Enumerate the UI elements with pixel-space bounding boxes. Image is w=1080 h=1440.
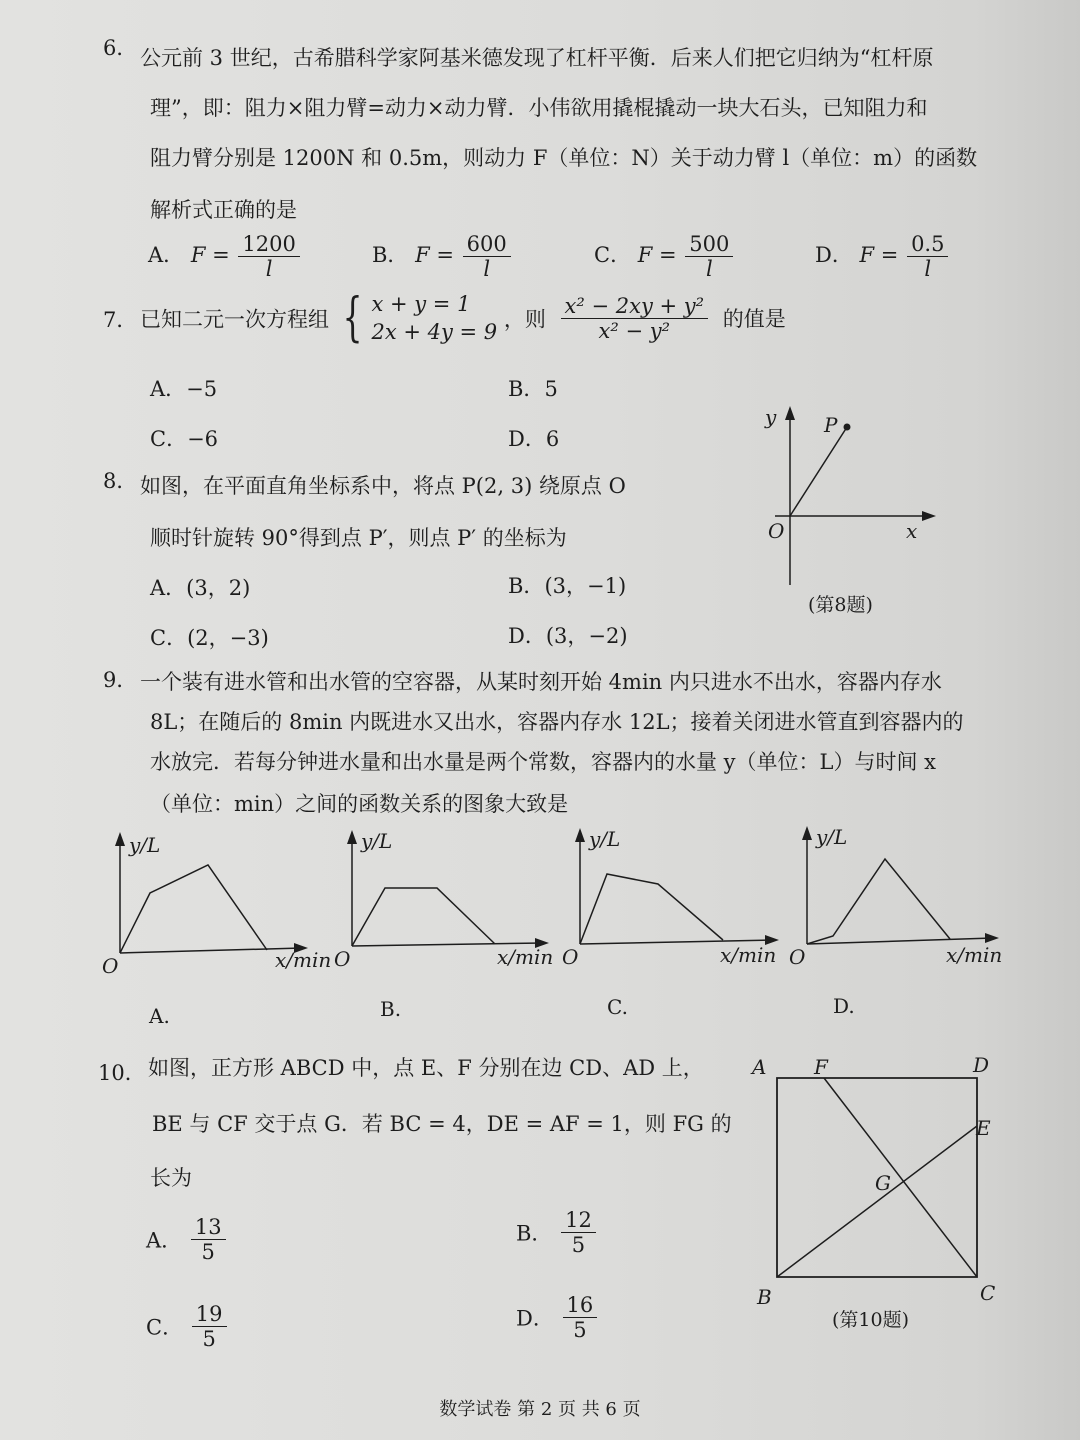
x-axis-label: x — [906, 519, 918, 543]
equation-1: x + y = 1 — [371, 292, 471, 316]
option-fraction — [563, 1293, 598, 1342]
question-text: ，则 — [503, 307, 546, 332]
question-text-line — [140, 290, 786, 347]
option-label: B. — [380, 997, 402, 1021]
option-text: (3，2) — [186, 576, 251, 600]
option-text: 6 — [545, 427, 560, 451]
option-a — [146, 1215, 228, 1264]
option-text: −6 — [187, 427, 219, 451]
graph-line — [352, 888, 495, 946]
question-text-line: 8L；在随后的 8min 内既进水又出水，容器内存水 12L；接着关闭进水管直到容器内的 — [150, 710, 964, 734]
fraction-denominator: 5 — [573, 1318, 587, 1343]
option-fraction — [238, 232, 299, 281]
option-label: D． — [508, 427, 546, 451]
option-text: −5 — [186, 377, 218, 401]
option-b — [372, 232, 513, 281]
y-axis-label: y/L — [129, 833, 161, 857]
fraction-denominator: x² − y² — [598, 318, 671, 343]
vertex-d-label: D — [973, 1053, 990, 1077]
fraction-denominator: l — [705, 257, 713, 282]
fraction-numerator: 19 — [192, 1302, 227, 1327]
question-text-line: 水放完．若每分钟进水量和出水量是两个常数，容器内的水量 y（单位：L）与时间 x — [150, 750, 936, 774]
vertex-c-label: C — [980, 1281, 996, 1305]
q10-square-figure — [740, 1040, 1020, 1320]
question-text: 的值是 — [722, 307, 786, 332]
graph-line — [807, 859, 950, 944]
option-label: C. — [607, 995, 628, 1019]
option-lhs: F = — [190, 243, 230, 268]
option-label: B． — [508, 574, 545, 598]
option-label: D. — [833, 994, 855, 1018]
option-label: C． — [146, 1315, 184, 1340]
vertex-b-label: B — [757, 1285, 772, 1309]
option-label: A． — [150, 377, 187, 401]
option-d — [815, 232, 950, 281]
y-axis-arrow-icon — [347, 830, 357, 844]
option-fraction — [191, 1215, 226, 1264]
option-d — [508, 423, 559, 453]
option-b — [516, 1208, 598, 1257]
x-axis-label: x/min — [946, 943, 1003, 967]
question-text-line: 如图，正方形 ABCD 中，点 E、F 分别在边 CD、AD 上， — [148, 1056, 704, 1080]
question-text-line: BE 与 CF 交于点 G．若 BC = 4，DE = AF = 1，则 FG 的 — [152, 1112, 732, 1136]
option-fraction — [561, 1208, 596, 1257]
option-label: D． — [815, 243, 853, 268]
option-text: 5 — [544, 377, 558, 401]
point-p-label: P — [824, 413, 838, 437]
option-label: C． — [150, 427, 188, 451]
segment-cf — [824, 1078, 977, 1277]
option-a — [150, 572, 250, 602]
option-lhs: F = — [637, 243, 677, 268]
option-fraction — [192, 1302, 227, 1351]
option-label: D． — [516, 1306, 554, 1331]
question-number: 7． — [103, 308, 138, 332]
fraction-numerator: 1200 — [238, 232, 299, 257]
y-axis-arrow-icon — [802, 826, 812, 840]
fraction-numerator: 13 — [191, 1215, 226, 1240]
option-d — [516, 1293, 599, 1342]
x-axis-label: x/min — [720, 943, 777, 967]
option-label: D． — [508, 624, 546, 648]
figure-caption: (第8题) — [808, 594, 873, 616]
fraction-numerator: x² − 2xy + y² — [561, 294, 709, 319]
y-axis-label: y/L — [361, 829, 393, 853]
fraction-denominator: 5 — [202, 1327, 216, 1352]
expression-fraction — [561, 294, 709, 343]
question-text: 已知二元一次方程组 — [140, 307, 329, 332]
x-axis-arrow-icon — [922, 511, 936, 521]
option-c — [150, 622, 269, 652]
fraction-numerator: 12 — [561, 1208, 596, 1233]
page-footer: 数学试卷 第 2 页 共 6 页 — [439, 1399, 641, 1420]
point-g-label: G — [875, 1171, 891, 1195]
option-fraction — [685, 232, 733, 281]
question-text-line: （单位：min）之间的函数关系的图象大致是 — [150, 792, 569, 816]
y-axis-label: y/L — [589, 827, 621, 851]
question-number: 9． — [103, 668, 138, 692]
fraction-numerator: 600 — [463, 232, 511, 257]
question-text-line: 解析式正确的是 — [150, 198, 297, 222]
question-text-line: 一个装有进水管和出水管的空容器，从某时刻开始 4min 内只进水不出水，容器内存水 — [140, 670, 942, 694]
graph-a — [95, 828, 335, 1028]
point-e-label: E — [976, 1116, 991, 1140]
fraction-denominator: l — [924, 257, 932, 282]
y-axis-arrow-icon — [575, 828, 585, 842]
origin-label: O — [789, 945, 806, 969]
x-axis-label: x/min — [497, 945, 554, 969]
fraction-denominator: l — [265, 257, 273, 282]
option-label: B． — [508, 377, 545, 401]
point-p — [844, 424, 851, 431]
question-text-line: 阻力臂分别是 1200N 和 0.5m，则动力 F（单位：N）关于动力臂 l（单位：m）的函数 — [150, 146, 978, 170]
point-f-label: F — [814, 1055, 828, 1079]
y-axis-arrow-icon — [115, 832, 125, 846]
option-b — [508, 373, 558, 403]
option-text: (3，−2) — [545, 624, 628, 648]
fraction-denominator: 5 — [571, 1233, 586, 1258]
equation-system — [371, 290, 497, 347]
segment-op — [790, 427, 847, 516]
origin-label: O — [102, 954, 119, 978]
vertex-a-label: A — [752, 1055, 767, 1079]
option-text: (3，−1) — [544, 574, 627, 598]
option-label: A． — [148, 243, 185, 268]
segment-be — [777, 1126, 977, 1277]
option-label: C． — [150, 626, 188, 650]
y-axis-arrow-icon — [785, 406, 795, 420]
figure-caption: (第10题) — [832, 1309, 910, 1331]
option-b — [508, 570, 626, 600]
graph-line — [580, 874, 723, 944]
question-text-line: 理”，即：阻力×阻力臂=动力×动力臂．小伟欲用撬棍撬动一块大石头，已知阻力和 — [150, 96, 928, 120]
option-label: A. — [149, 1004, 170, 1028]
option-lhs: F = — [415, 243, 454, 268]
graph-line — [120, 865, 267, 953]
option-c — [150, 423, 218, 453]
fraction-denominator: 5 — [201, 1240, 215, 1265]
option-label: A． — [146, 1228, 183, 1253]
question-text-line: 顺时针旋转 90°得到点 P′，则点 P′ 的坐标为 — [150, 526, 567, 550]
q8-coordinate-figure — [740, 400, 940, 600]
option-label: A． — [150, 576, 187, 600]
fraction-numerator: 0.5 — [907, 232, 948, 257]
option-text: (2，−3) — [187, 626, 269, 650]
option-c — [594, 232, 735, 281]
question-text-line: 长为 — [150, 1166, 192, 1190]
brace-icon: { — [342, 288, 363, 349]
origin-label: O — [334, 947, 351, 971]
equation-2: 2x + 4y = 9 — [371, 320, 498, 345]
option-fraction — [463, 232, 511, 281]
origin-label: O — [562, 945, 579, 969]
question-text-line: 如图，在平面直角坐标系中，将点 P(2, 3) 绕原点 O — [140, 474, 626, 498]
question-number: 10． — [98, 1061, 146, 1085]
option-lhs: F = — [859, 243, 899, 268]
option-fraction — [907, 232, 948, 281]
graph-c — [555, 824, 795, 1019]
option-label: B． — [516, 1221, 553, 1246]
fraction-numerator: 16 — [563, 1293, 598, 1318]
x-axis-arrow-icon — [985, 933, 999, 943]
fraction-denominator: l — [483, 257, 491, 282]
question-number: 8． — [103, 469, 138, 493]
option-d — [508, 620, 628, 650]
question-number: 6． — [103, 36, 138, 60]
option-label: B． — [372, 243, 409, 268]
option-a — [150, 373, 217, 403]
question-text-line: 公元前 3 世纪，古希腊科学家阿基米德发现了杠杆平衡．后来人们把它归纳为“杠杆原 — [140, 46, 934, 70]
y-axis-label: y/L — [816, 825, 848, 849]
y-axis-label: y — [765, 405, 777, 429]
option-c — [146, 1302, 229, 1351]
option-label: C． — [594, 243, 632, 268]
origin-label: O — [768, 519, 785, 543]
graph-d — [780, 822, 1020, 1018]
fraction-numerator: 500 — [685, 232, 733, 257]
graph-b — [325, 826, 565, 1021]
option-a — [148, 232, 302, 281]
x-axis-label: x/min — [275, 948, 332, 972]
